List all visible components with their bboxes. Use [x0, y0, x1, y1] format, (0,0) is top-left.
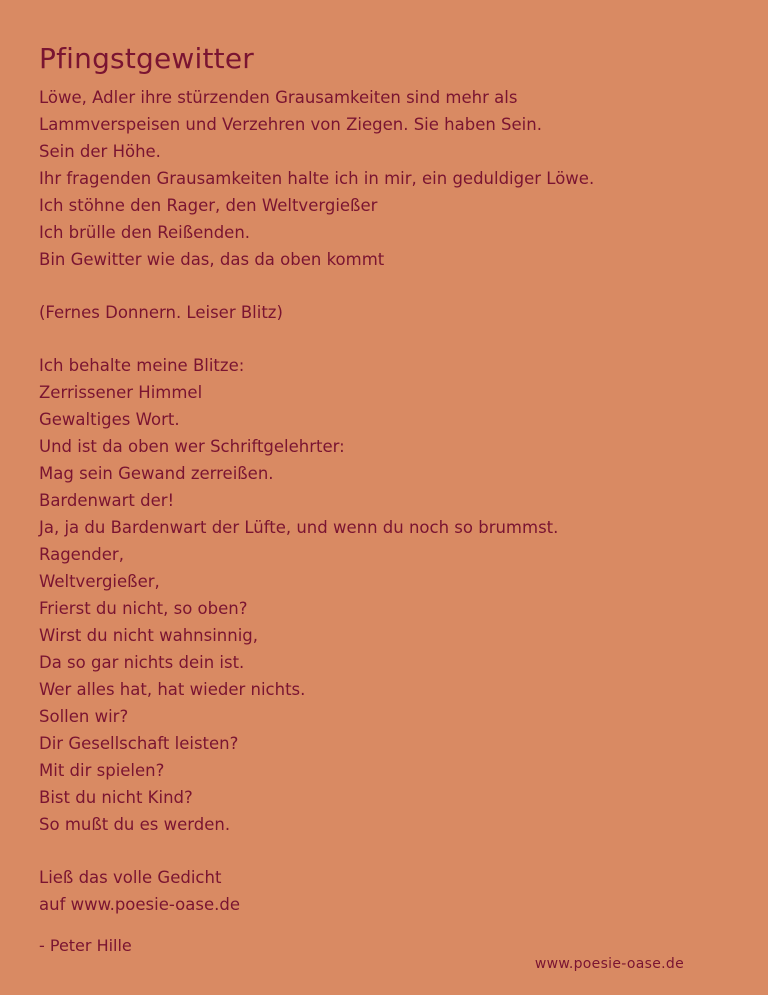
poem-line: Frierst du nicht, so oben? — [39, 599, 248, 618]
stanza-gap — [39, 326, 738, 352]
poem-line: Mag sein Gewand zerreißen. — [39, 464, 274, 483]
poem-stanza — [39, 299, 738, 326]
poem-line: Da so gar nichts dein ist. — [39, 653, 245, 672]
poem-line: Ich brülle den Reißenden. — [39, 223, 251, 242]
stanza-gap — [39, 273, 738, 299]
poem-stanza — [39, 864, 738, 918]
poem-line: Ihr fragenden Grausamkeiten halte ich in mir, ein geduldiger Löwe. — [39, 169, 595, 188]
poem-line: Mit dir spielen? — [39, 761, 165, 780]
poem-line: Gewaltiges Wort. — [39, 410, 180, 429]
stanza-gap — [39, 838, 738, 864]
poem-line: Weltvergießer, — [39, 572, 160, 591]
poem-line: Sollen wir? — [39, 707, 129, 726]
poem-line: Ließ das volle Gedicht — [39, 868, 222, 887]
poem-stanza — [39, 84, 738, 273]
poem-line: Ja, ja du Bardenwart der Lüfte, und wenn du noch so brummst. — [39, 518, 559, 537]
poem-line: So mußt du es werden. — [39, 815, 231, 834]
poem-line: (Fernes Donnern. Leiser Blitz) — [39, 303, 283, 322]
poem-title: Pfingstgewitter — [39, 42, 254, 75]
poem-line: Bin Gewitter wie das, das da oben kommt — [39, 250, 385, 269]
poem-line: Sein der Höhe. — [39, 142, 161, 161]
poem-line: Bist du nicht Kind? — [39, 788, 193, 807]
poem-line: Ich stöhne den Rager, den Weltvergießer — [39, 196, 378, 215]
poem-line: Bardenwart der! — [39, 491, 175, 510]
poem-line: Dir Gesellschaft leisten? — [39, 734, 239, 753]
footer-url: www.poesie-oase.de — [534, 956, 684, 972]
poem-page — [39, 40, 738, 918]
poem-line: auf www.poesie-oase.de — [39, 895, 240, 914]
poem-line: Ragender, — [39, 545, 124, 564]
poem-line: Wirst du nicht wahnsinnig, — [39, 626, 259, 645]
poem-line: Lammverspeisen und Verzehren von Ziegen. Sie haben Sein. — [39, 115, 542, 134]
poem-line: Und ist da oben wer Schriftgelehrter: — [39, 437, 345, 456]
poem-author: - Peter Hille — [39, 936, 132, 955]
poem-body — [39, 84, 738, 918]
poem-line: Zerrissener Himmel — [39, 383, 203, 402]
poem-line: Wer alles hat, hat wieder nichts. — [39, 680, 306, 699]
poem-line: Ich behalte meine Blitze: — [39, 356, 245, 375]
poem-stanza — [39, 352, 738, 838]
poem-line: Löwe, Adler ihre stürzenden Grausamkeiten sind mehr als — [39, 88, 518, 107]
